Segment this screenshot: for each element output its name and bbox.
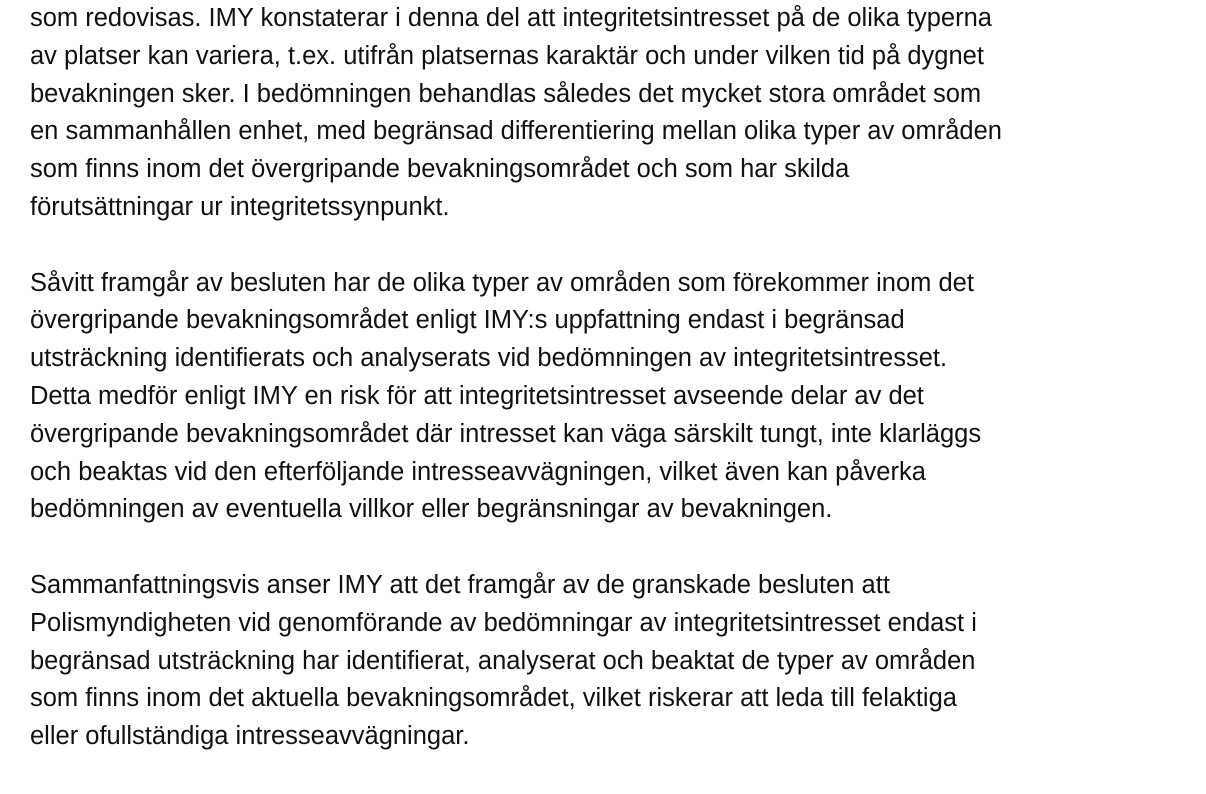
text-line: som finns inom det aktuella bevakningsområdet, vilket riskerar att leda till felaktiga [30,684,957,713]
text-line: som redovisas. IMY konstaterar i denna del att integritetsintresset på de olika typerna [30,4,992,32]
text-line: utsträckning identifierats och analyserats vid bedömningen av integritetsintresset. [30,344,948,373]
document-page [30,0,1200,794]
text-line: Polismyndigheten vid genomförande av bedömningar av integritetsintresset endast i [30,608,977,637]
paragraph-1 [30,0,1200,227]
paragraph-2 [30,265,1200,530]
text-line: Sammanfattningsvis anser IMY att det framgår av de granskade besluten att [30,570,890,599]
text-line: Såvitt framgår av besluten har de olika typer av områden som förekommer inom det [30,268,974,297]
text-line: övergripande bevakningsområdet där intresset kan väga särskilt tungt, inte klarläggs [30,419,982,448]
text-line: förutsättningar ur integritetssynpunkt. [30,192,450,221]
text-line: av platser kan variera, t.ex. utifrån platsernas karaktär och under vilken tid på dygnet [30,41,984,70]
text-line: begränsad utsträckning har identifierat, analyserat och beaktat de typer av områden [30,646,976,675]
text-line: eller ofullständiga intresseavvägningar. [30,722,470,751]
text-line: en sammanhållen enhet, med begränsad differentiering mellan olika typer av områden [30,117,1002,146]
text-line: Detta medför enligt IMY en risk för att integritetsintresset avseende delar av det [30,381,924,410]
text-line: övergripande bevakningsområdet enligt IMY:s uppfattning endast i begränsad [30,306,905,335]
text-line: bevakningen sker. I bedömningen behandlas således det mycket stora området som [30,79,982,108]
text-line: som finns inom det övergripande bevakningsområdet och som har skilda [30,155,850,184]
paragraph-3 [30,567,1200,756]
text-line: och beaktas vid den efterföljande intresseavvägningen, vilket även kan påverka [30,457,926,486]
text-line: bedömningen av eventuella villkor eller begränsningar av bevakningen. [30,495,833,524]
